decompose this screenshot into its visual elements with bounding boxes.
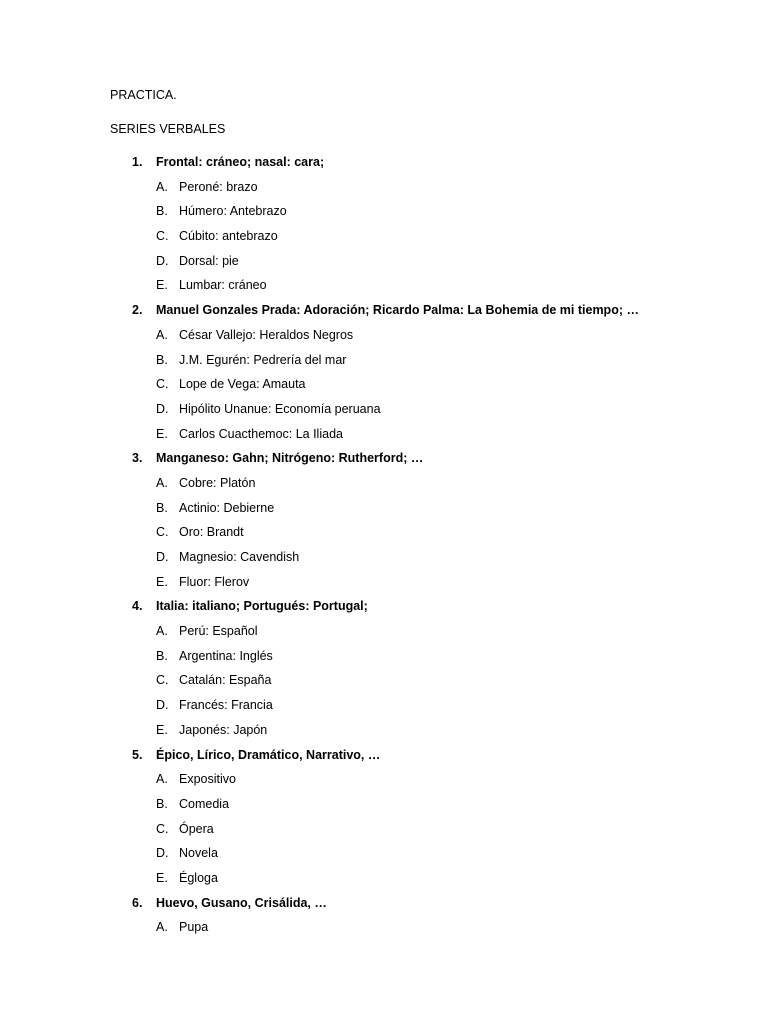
option-text: Novela — [179, 846, 218, 861]
option-text: Dorsal: pie — [179, 253, 239, 268]
option-text: Lumbar: cráneo — [179, 278, 267, 293]
option-letter: A. — [156, 920, 168, 935]
option-text: Actinio: Debierne — [179, 500, 275, 515]
answer-option — [0, 401, 768, 426]
answer-option — [0, 574, 768, 599]
answer-option — [0, 919, 768, 944]
answer-option — [0, 821, 768, 846]
answer-option — [0, 722, 768, 747]
answer-option — [0, 475, 768, 500]
option-text: Hipólito Unanue: Economía peruana — [179, 401, 381, 416]
question-item — [0, 302, 768, 450]
answer-option — [0, 426, 768, 451]
option-text: Oro: Brandt — [179, 525, 244, 540]
answer-option — [0, 277, 768, 302]
option-letter: D. — [156, 401, 169, 416]
question-title — [0, 598, 768, 623]
option-letter: A. — [156, 179, 168, 194]
option-letter: B. — [156, 500, 168, 515]
question-list — [0, 154, 768, 944]
question-number: 5. — [132, 747, 143, 762]
option-text: Peroné: brazo — [179, 179, 258, 194]
question-title — [0, 450, 768, 475]
option-text: Pupa — [179, 920, 209, 935]
option-letter: C. — [156, 673, 169, 688]
answer-option — [0, 228, 768, 253]
option-text: Cobre: Platón — [179, 475, 256, 490]
question-text: Huevo, Gusano, Crisálida, … — [156, 895, 327, 910]
answer-option — [0, 796, 768, 821]
option-letter: B. — [156, 648, 168, 663]
answer-option — [0, 500, 768, 525]
question-title — [0, 895, 768, 920]
question-number: 3. — [132, 451, 143, 466]
option-letter: A. — [156, 772, 168, 787]
answer-option — [0, 845, 768, 870]
option-letter: C. — [156, 525, 169, 540]
option-letter: B. — [156, 796, 168, 811]
question-number: 2. — [132, 303, 143, 318]
option-text: Lope de Vega: Amauta — [179, 377, 306, 392]
answer-option — [0, 253, 768, 278]
option-letter: C. — [156, 821, 169, 836]
option-letter: E. — [156, 870, 168, 885]
option-text: Cúbito: antebrazo — [179, 229, 278, 244]
question-text: Épico, Lírico, Dramático, Narrativo, … — [156, 747, 381, 762]
option-text: Ópera — [179, 821, 214, 836]
option-letter: C. — [156, 229, 169, 244]
option-letter: E. — [156, 278, 168, 293]
question-title — [0, 747, 768, 772]
question-title — [0, 302, 768, 327]
question-number: 4. — [132, 599, 143, 614]
document-title: PRACTICA. — [110, 88, 177, 102]
option-text: Catalán: España — [179, 673, 272, 688]
answer-option — [0, 771, 768, 796]
option-text: Japonés: Japón — [179, 722, 268, 737]
answer-option — [0, 623, 768, 648]
option-text: Carlos Cuacthemoc: La Iliada — [179, 426, 343, 441]
option-letter: A. — [156, 475, 168, 490]
option-text: J.M. Egurén: Pedrería del mar — [179, 352, 347, 367]
option-text: Francés: Francia — [179, 698, 273, 713]
answer-option — [0, 549, 768, 574]
answer-option — [0, 648, 768, 673]
question-text: Manuel Gonzales Prada: Adoración; Ricardo Palma: La Bohemia de mi tiempo; … — [156, 303, 639, 318]
option-letter: D. — [156, 846, 169, 861]
option-text: Expositivo — [179, 772, 236, 787]
question-text: Frontal: cráneo; nasal: cara; — [156, 155, 325, 169]
option-letter: E. — [156, 426, 168, 441]
option-text: Magnesio: Cavendish — [179, 550, 300, 564]
option-letter: E. — [156, 722, 168, 737]
option-text: Fluor: Flerov — [179, 574, 250, 589]
option-letter: A. — [156, 327, 168, 342]
answer-option — [0, 327, 768, 352]
option-text: Égloga — [179, 870, 218, 885]
option-letter: D. — [156, 253, 169, 268]
option-letter: E. — [156, 574, 168, 589]
answer-option — [0, 672, 768, 697]
option-letter: C. — [156, 377, 169, 392]
option-letter: B. — [156, 352, 168, 367]
option-letter: D. — [156, 550, 169, 564]
question-number: 1. — [132, 155, 143, 169]
answer-option — [0, 870, 768, 895]
option-letter: A. — [156, 624, 168, 639]
option-letter: D. — [156, 698, 169, 713]
question-item — [0, 747, 768, 895]
question-text: Italia: italiano; Portugués: Portugal; — [156, 599, 368, 614]
option-text: César Vallejo: Heraldos Negros — [179, 327, 354, 342]
question-title — [0, 154, 768, 179]
question-item — [0, 598, 768, 746]
question-number: 6. — [132, 895, 143, 910]
answer-option — [0, 524, 768, 549]
question-item — [0, 154, 768, 302]
answer-option — [0, 376, 768, 401]
option-text: Comedia — [179, 796, 230, 811]
answer-option — [0, 697, 768, 722]
option-text: Húmero: Antebrazo — [179, 204, 287, 219]
answer-option — [0, 179, 768, 204]
answer-option — [0, 203, 768, 228]
section-title: SERIES VERBALES — [110, 122, 226, 136]
answer-option — [0, 352, 768, 377]
question-text: Manganeso: Gahn; Nitrógeno: Rutherford; … — [156, 451, 424, 466]
question-item — [0, 450, 768, 598]
question-item — [0, 895, 768, 944]
option-text: Perú: Español — [179, 624, 258, 639]
option-letter: B. — [156, 204, 168, 219]
option-text: Argentina: Inglés — [179, 648, 273, 663]
